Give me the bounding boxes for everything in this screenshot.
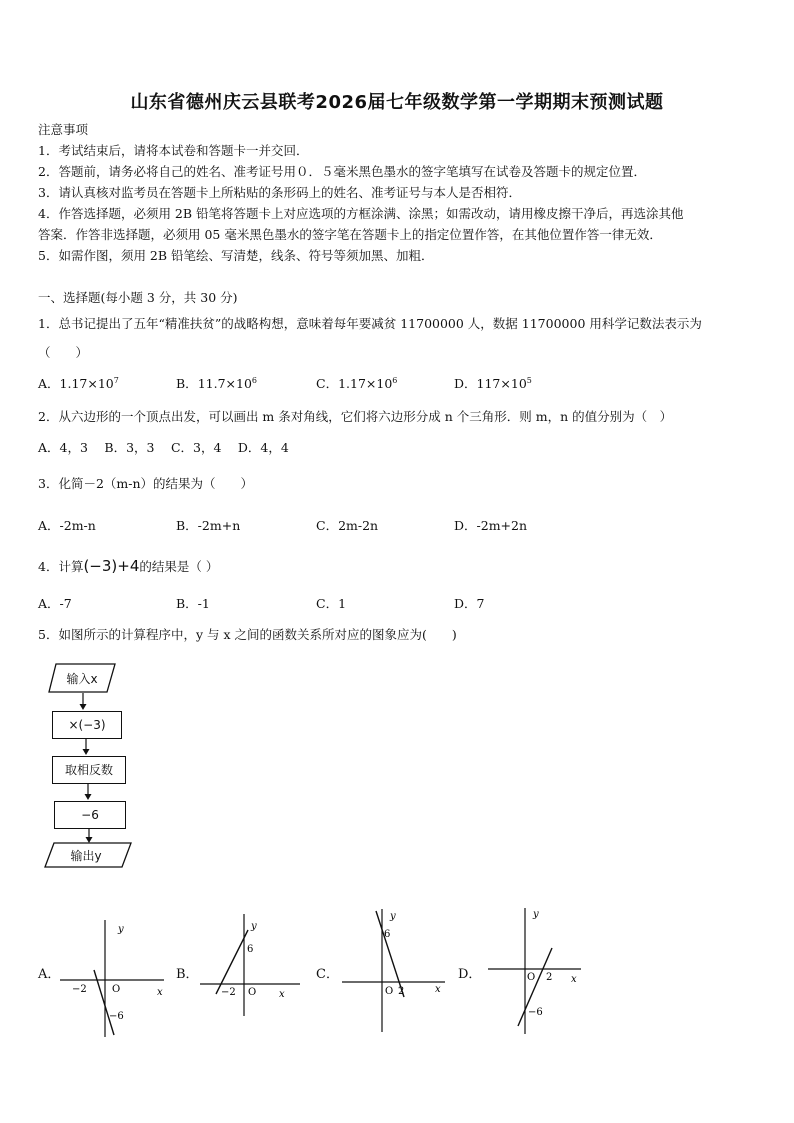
svg-text:−2: −2	[72, 984, 87, 995]
svg-text:−6: −6	[528, 1007, 543, 1018]
svg-text:O: O	[385, 986, 394, 997]
question-1-option-c: C．$1.17\times 10^6$	[316, 375, 398, 391]
flowchart-multiply-box: ×(−3)	[52, 711, 122, 739]
svg-text:O: O	[527, 972, 536, 983]
flowchart-output-label: 输出y	[70, 849, 102, 863]
svg-text:y: y	[533, 909, 539, 920]
note-item: 4．作答选择题，必须用 2B 铅笔将答题卡上对应选项的方框涂满、涂黑；如需改动，请用橡皮擦干净后，再选涂其他	[38, 206, 684, 221]
flowchart-input-label: 输入x	[66, 672, 98, 686]
graph-b-letter: B．	[176, 967, 199, 982]
graph-d-letter: D．	[458, 967, 482, 982]
svg-text:O: O	[112, 984, 121, 995]
svg-text:x: x	[279, 989, 285, 1000]
graph-c-letter: C．	[316, 967, 339, 982]
question-1-option-a: A．$1.17\times 10^7$	[38, 375, 119, 391]
note-item: 5．如需作图，须用 2B 铅笔绘、写清楚，线条、符号等须加黑、加粗．	[38, 248, 434, 263]
graph-a	[60, 915, 175, 1040]
flowchart-arrow	[83, 783, 93, 801]
question-3-option-a: A．-2m-n	[38, 518, 96, 533]
question-3-option-b: B．-2m+n	[176, 518, 241, 533]
question-4-option-a: A．-7	[38, 596, 72, 611]
svg-text:y: y	[390, 911, 396, 922]
question-4-option-d: D．7	[454, 596, 485, 611]
question-1-option-d: D．$117\times 10^5$	[454, 375, 532, 391]
graph-b	[196, 912, 306, 1022]
question-3-stem: 3．化简－2（m-n）的结果为（ ）	[38, 476, 254, 491]
svg-text:6: 6	[384, 929, 391, 940]
note-item: 3．请认真核对监考员在答题卡上所粘贴的条形码上的姓名、准考证号与本人是否相符．	[38, 185, 521, 200]
question-4-expression: (−3)+4	[83, 557, 140, 575]
page-title: 山东省德州庆云县联考2026届七年级数学第一学期期末预测试题	[130, 92, 664, 113]
question-1-option-b: B．$11.7\times 10^6$	[176, 375, 257, 391]
question-2-stem: 2．从六边形的一个顶点出发，可以画出 m 条对角线，它们将六边形分成 n 个三角形．则 m，n 的值分别为（ ）	[38, 409, 673, 424]
flowchart-negate-box: 取相反数	[52, 756, 126, 784]
graph-c	[340, 907, 455, 1037]
svg-text:2: 2	[546, 972, 553, 983]
svg-text:x: x	[571, 974, 577, 985]
graph-a-letter: A．	[38, 967, 61, 982]
svg-text:O: O	[248, 987, 257, 998]
question-4-option-c: C．1	[316, 596, 347, 611]
svg-text:x: x	[435, 984, 441, 995]
question-4-option-b: B．-1	[176, 596, 210, 611]
question-2-options: A．4，3 B．3，3 C．3，4 D．4，4	[38, 440, 289, 455]
svg-text:−6: −6	[109, 1011, 124, 1022]
svg-text:2: 2	[398, 986, 405, 997]
note-item: 1．考试结束后，请将本试卷和答题卡一并交回．	[38, 143, 309, 158]
question-3-option-d: D．-2m+2n	[454, 518, 528, 533]
graph-d	[488, 906, 588, 1036]
section-heading: 一、选择题(每小题 3 分，共 30 分)	[38, 290, 238, 305]
question-1-stem: 1．总书记提出了五年“精准扶贫”的战略构想，意味着每年要减贫 11700000 人，数据 11700000 用科学记数法表示为	[38, 316, 702, 331]
svg-text:x: x	[157, 987, 163, 998]
svg-text:6: 6	[247, 944, 254, 955]
flowchart-subtract-box: −6	[54, 801, 126, 829]
question-4-stem: 4．计算(−3)+4的结果是（ ）	[38, 557, 219, 575]
svg-text:y: y	[118, 924, 124, 935]
notes-heading: 注意事项	[38, 122, 89, 137]
question-1-stem-bracket: （ ）	[38, 345, 89, 360]
note-item: 2．答题前，请务必将自己的姓名、准考证号用０．５毫米黑色墨水的签字笔填写在试卷及答题卡的规定位置．	[38, 164, 646, 179]
question-3-option-c: C．2m-2n	[316, 518, 379, 533]
flowchart-arrow	[78, 693, 88, 711]
flowchart-arrow	[81, 738, 91, 756]
svg-text:y: y	[251, 921, 257, 932]
note-item: 答案．作答非选择题，必须用 05 毫米黑色墨水的签字笔在答题卡上的指定位置作答，在其他位置作答一律无效．	[38, 227, 662, 242]
svg-text:−2: −2	[221, 987, 236, 998]
question-5-stem: 5．如图所示的计算程序中，y 与 x 之间的函数关系所对应的图象应为( )	[38, 627, 457, 642]
